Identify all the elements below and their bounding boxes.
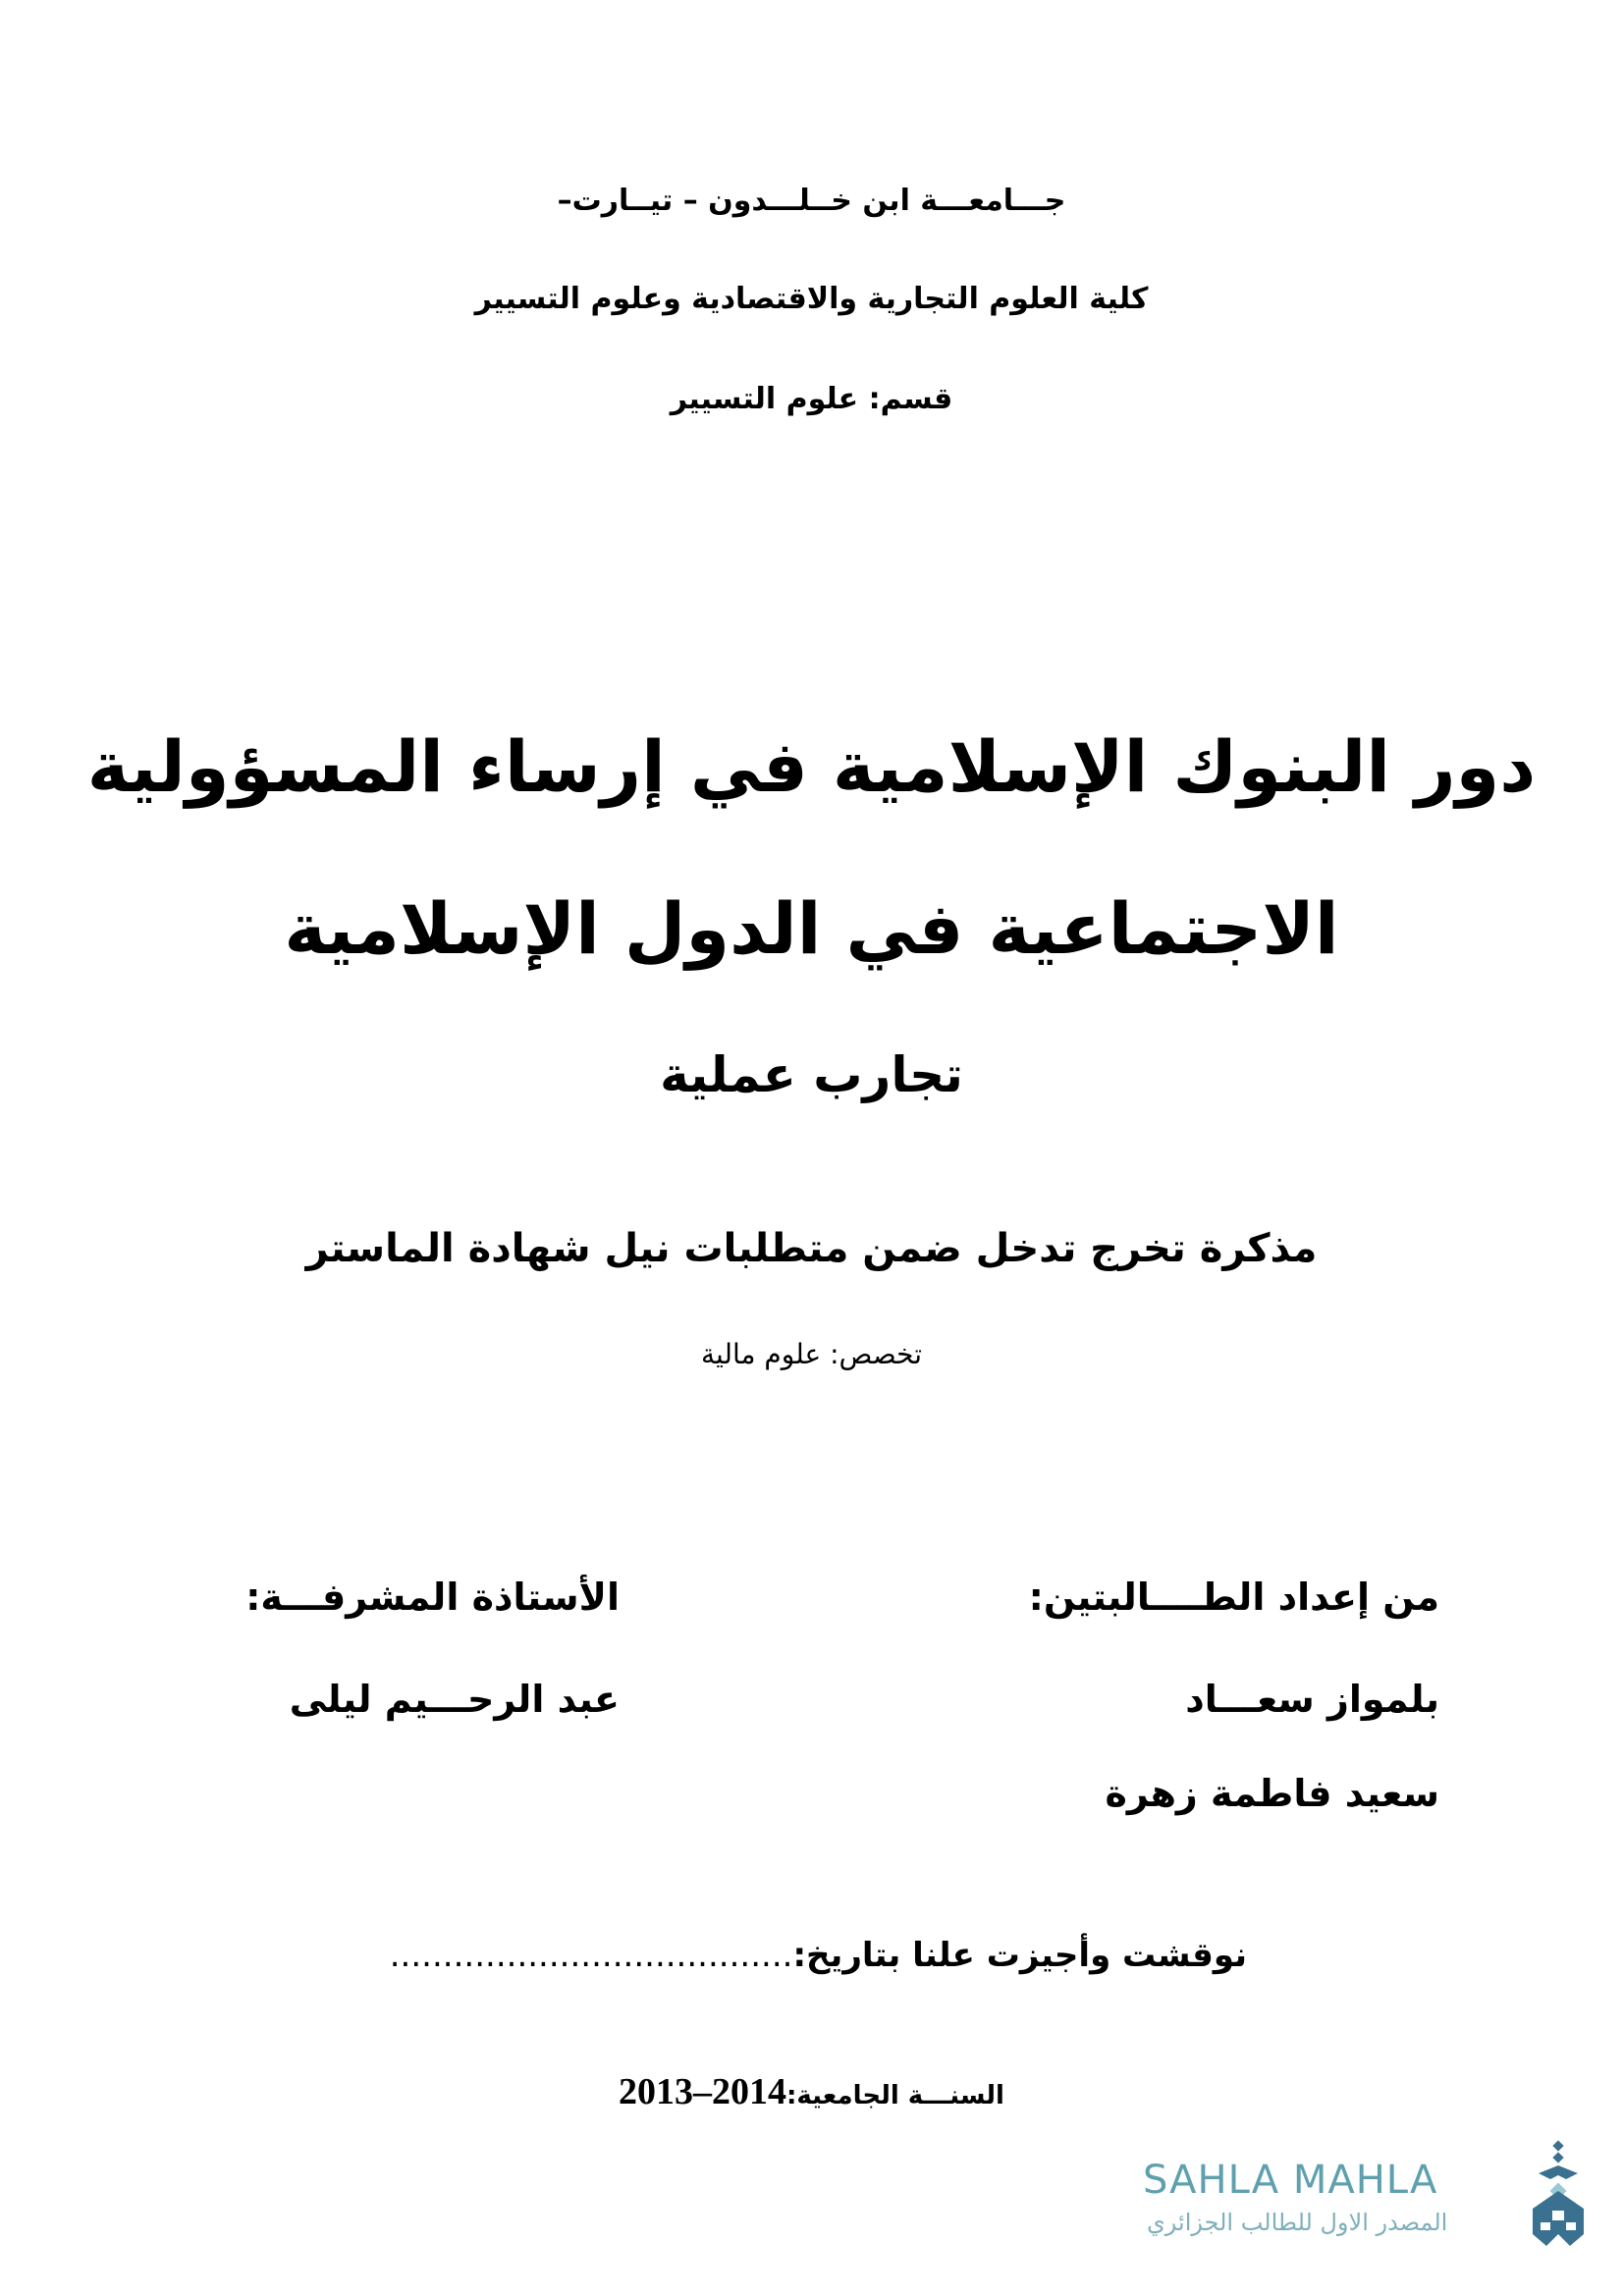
thesis-subtitle: تجارب عملية bbox=[660, 1046, 963, 1103]
faculty-name: كلية العلوم التجارية والاقتصادية وعلوم التسيير bbox=[474, 282, 1149, 316]
academic-year-label: السنـــة الجامعية: bbox=[786, 2081, 1004, 2110]
student-name: سعيد فاطمة زهرة bbox=[1105, 1772, 1439, 1815]
academic-year-value: 2013–2014 bbox=[619, 2071, 787, 2112]
defense-label: نوقشت وأجيزت علنا بتاريخ: bbox=[792, 1936, 1247, 1975]
supervisor-label: الأستاذة المشرفـــة: bbox=[245, 1575, 620, 1619]
academic-year bbox=[0, 2073, 1623, 2110]
defense-date-line bbox=[389, 1936, 1247, 1975]
student-name: بلمواز سعـــاد bbox=[1185, 1678, 1439, 1721]
defense-date-blank: ...................................... bbox=[389, 1936, 793, 1975]
logo-emblem-icon bbox=[1527, 2140, 1596, 2248]
department-name: قسم: علوم التسيير bbox=[670, 382, 953, 416]
sahla-mahla-logo bbox=[1139, 2140, 1591, 2258]
thesis-title-line2: الاجتماعية في الدول الإسلامية bbox=[284, 887, 1339, 970]
university-name: جـــامعـــة ابن خــلـــدون – تيــارت– bbox=[557, 184, 1066, 218]
logo-tagline: المصدر الاول للطالب الجزائري bbox=[1147, 2209, 1448, 2236]
specialty: تخصص: علوم مالية bbox=[701, 1338, 922, 1370]
supervisor-name: عبد الرحـــيم ليلى bbox=[289, 1678, 620, 1721]
memo-purpose: مذكرة تخرج تدخل ضمن متطلبات نيل شهادة الماستر bbox=[305, 1226, 1318, 1271]
logo-wordmark: SAHLA MAHLA bbox=[1143, 2158, 1438, 2203]
students-label: من إعداد الطــــالبتين: bbox=[1028, 1575, 1439, 1619]
thesis-title-line1: دور البنوك الإسلامية في إرساء المسؤولية bbox=[86, 725, 1537, 808]
